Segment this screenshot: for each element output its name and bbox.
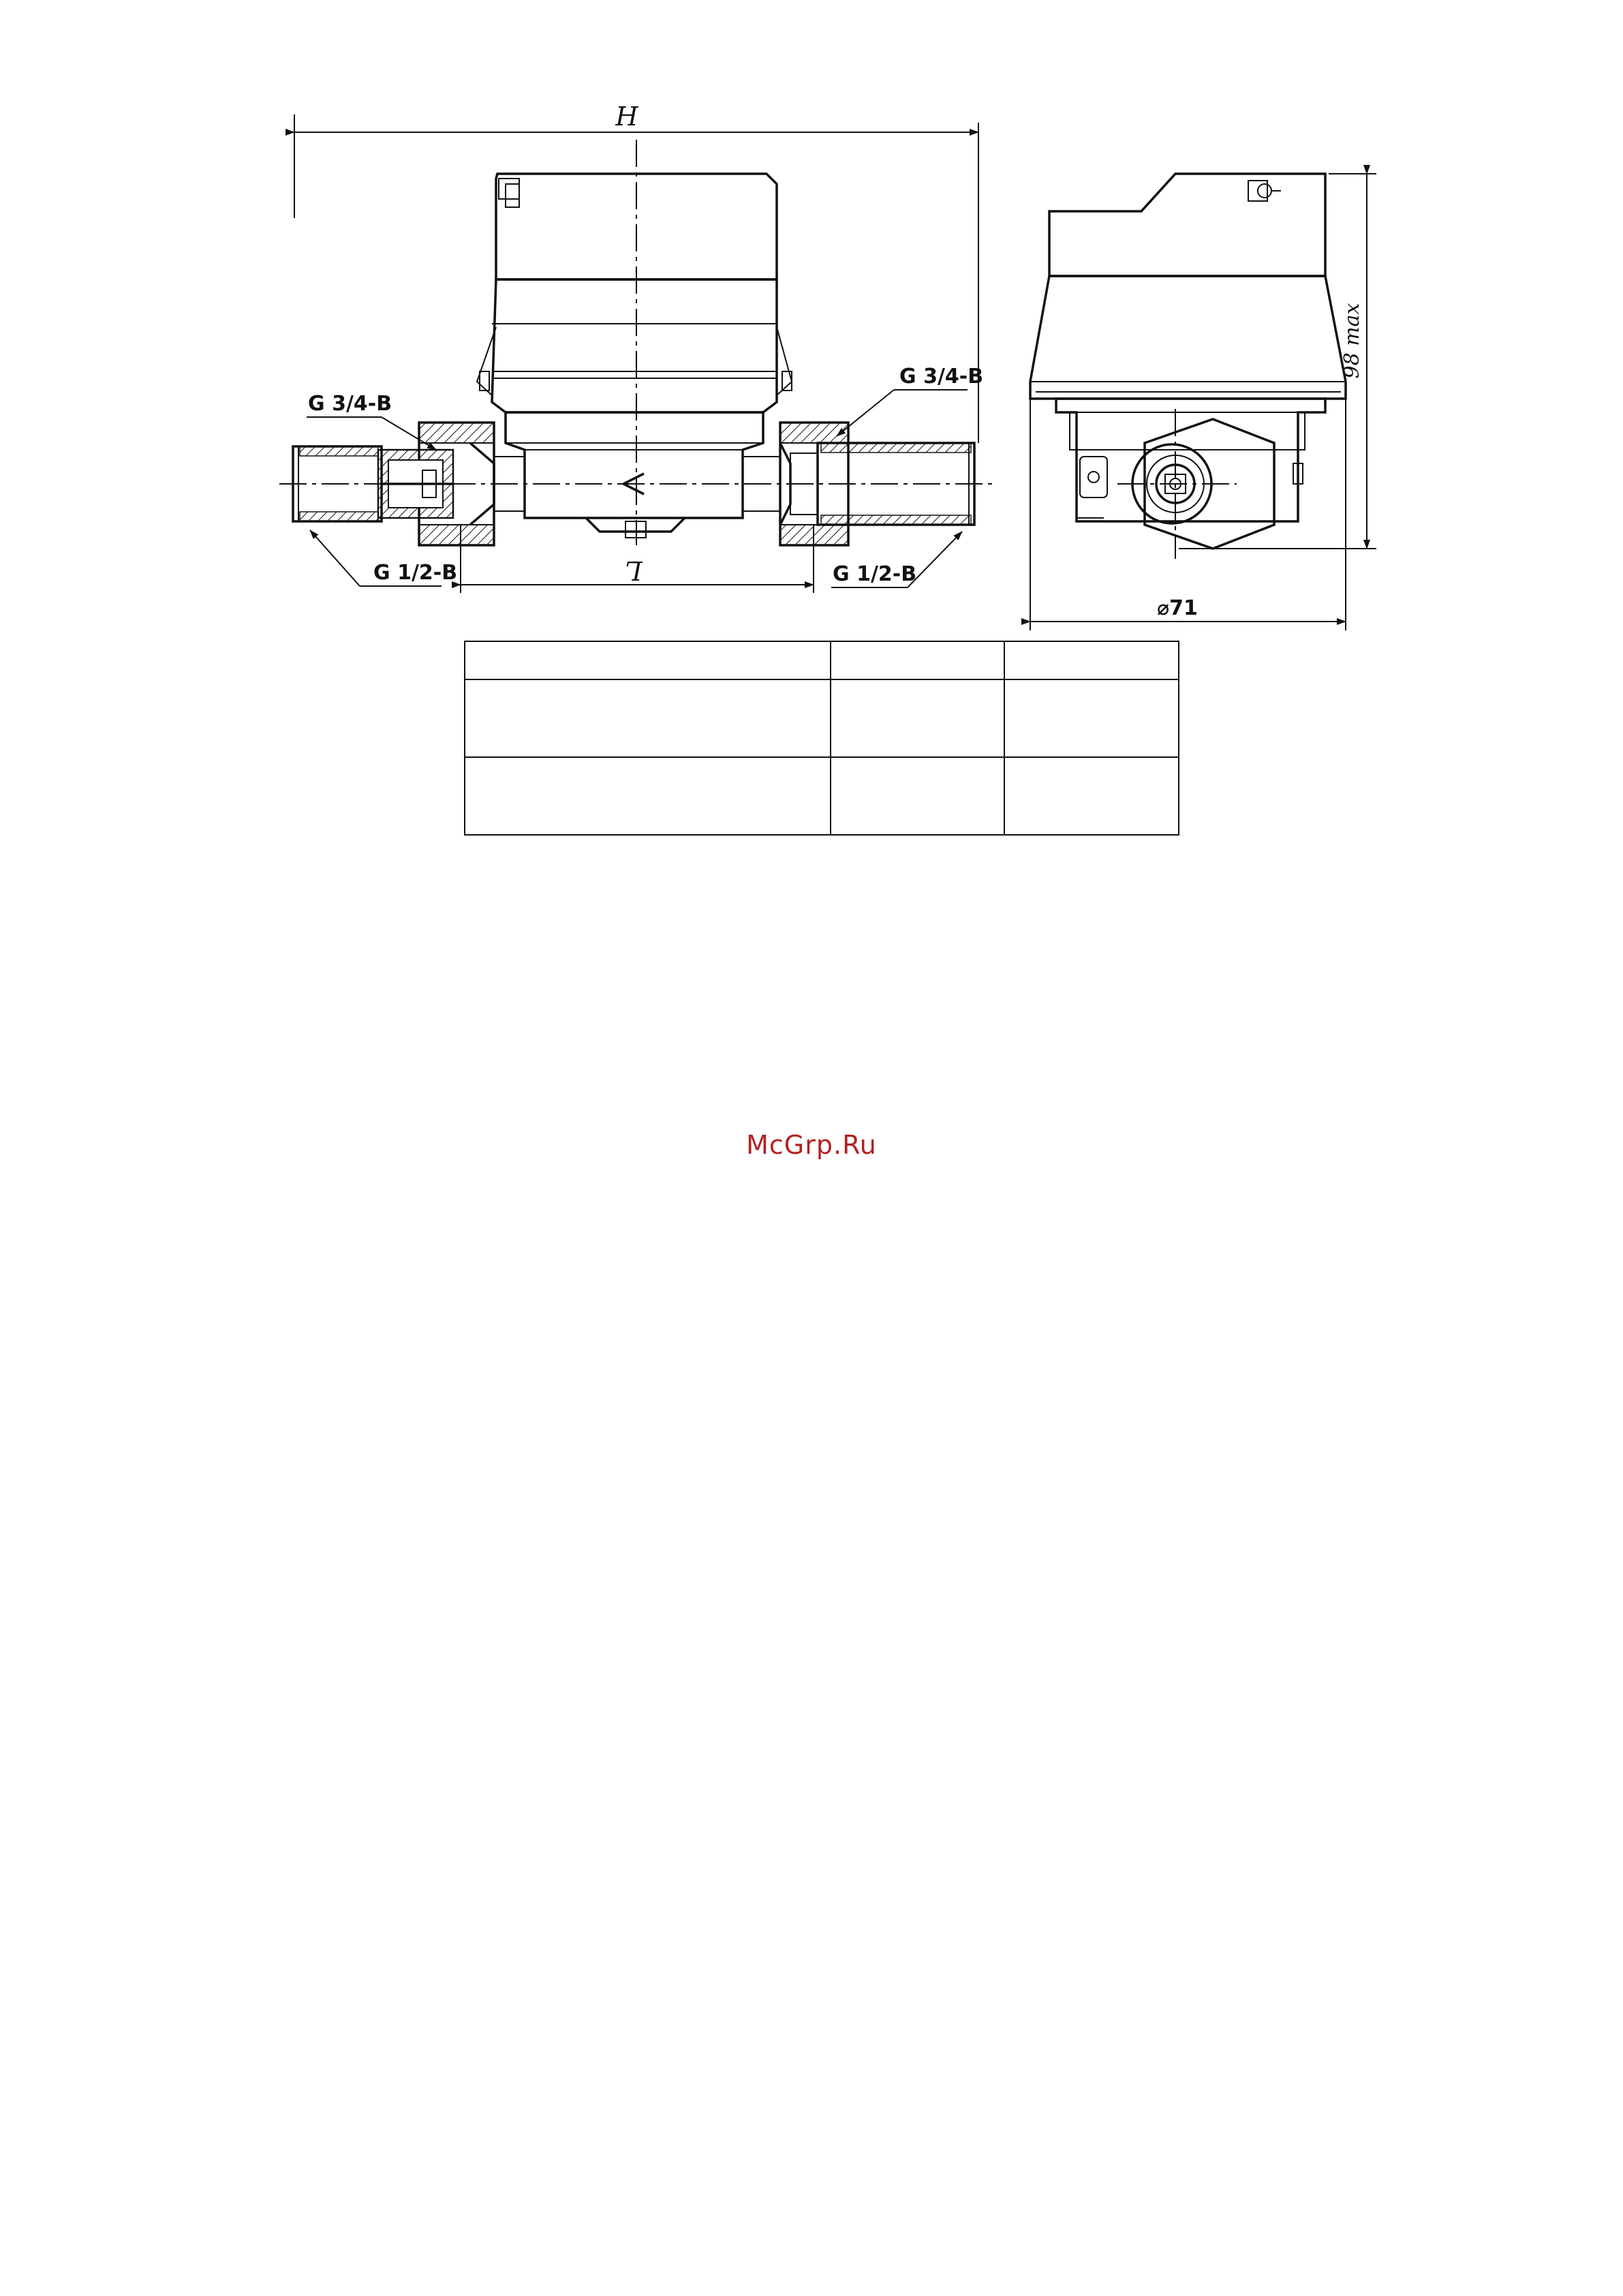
outlet-pipe-thread-label: G 1/2-B	[833, 562, 917, 586]
height-max-label: 98 max	[1340, 303, 1364, 379]
outlet-union-thread-label: G 3/4-B	[899, 365, 984, 388]
dimension-l-label: L	[625, 555, 643, 585]
register-body	[492, 279, 777, 412]
meter-housing	[506, 412, 763, 518]
side-view	[1030, 174, 1376, 630]
table-cell	[1004, 641, 1179, 679]
front-view	[279, 102, 995, 593]
table-cell	[465, 679, 831, 757]
table-cell	[831, 757, 1005, 835]
table-cell	[1004, 757, 1179, 835]
table-cell	[831, 679, 1005, 757]
dimension-h-label: H	[615, 102, 638, 132]
inlet-union-thread-label: G 3/4-B	[308, 392, 392, 416]
diameter-label: ⌀71	[1157, 596, 1198, 620]
inlet-pipe-thread-label: G 1/2-B	[373, 561, 458, 585]
watermark-text: McGrp.Ru	[746, 1130, 877, 1160]
table-cell	[831, 641, 1005, 679]
table-row	[465, 757, 1179, 835]
table-row	[465, 679, 1179, 757]
water-meter-drawing	[0, 0, 1623, 641]
spec-table	[464, 641, 1179, 836]
table-cell	[465, 641, 831, 679]
table-cell	[1004, 679, 1179, 757]
side-register-cap	[1049, 174, 1325, 276]
table-header-row	[465, 641, 1179, 679]
side-register-body	[1030, 276, 1346, 399]
table-cell	[465, 757, 831, 835]
